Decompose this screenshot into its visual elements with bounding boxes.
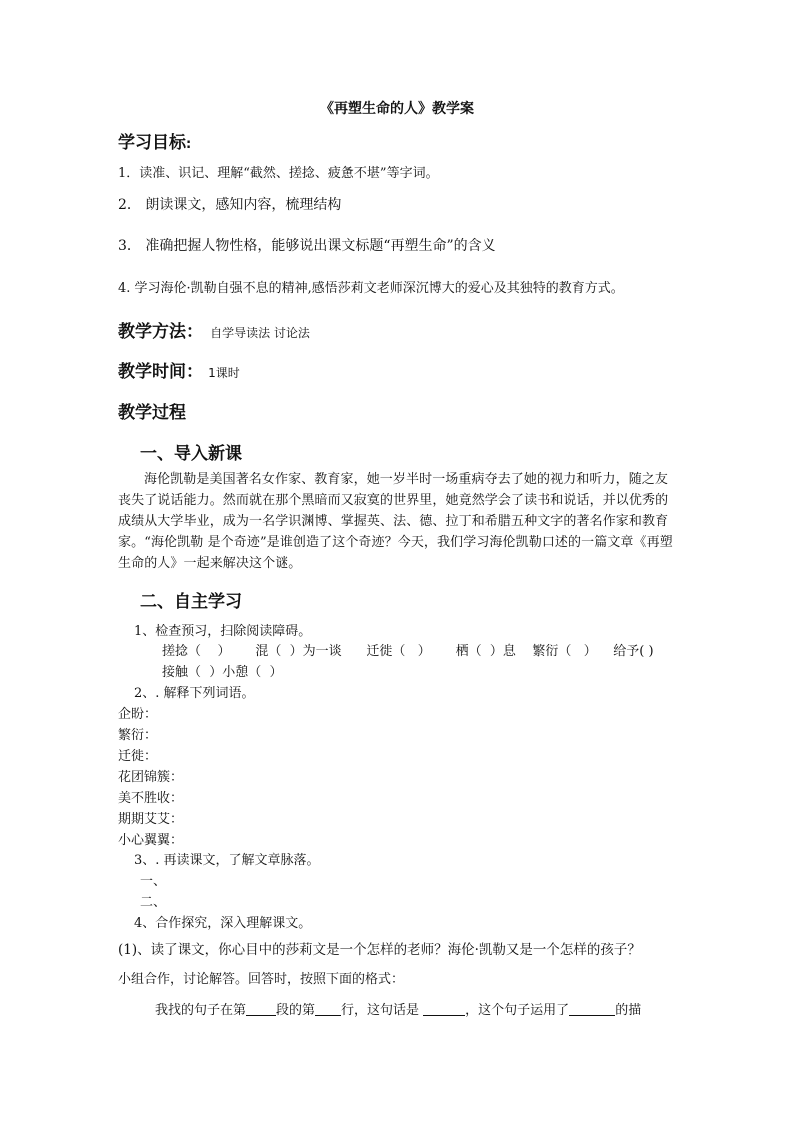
term-item: 小心翼翼： [118,833,184,848]
pinyin-line-1: 搓捻（ ） 混（ ）为一谈 迁徙（ ） 栖（ ）息 繁衍（ ） 给予( ) [162,644,654,659]
process-heading: 教学过程 [118,403,186,423]
pinyin-line-2: 接触（ ）小憩（ ） [162,665,283,680]
time-row [118,357,240,382]
time-value: 1课时 [208,366,240,380]
method-heading: 教学方法： [118,322,203,342]
method-value: 自学导读法 讨论法 [210,326,310,340]
template-part: 段的第 [276,1003,316,1018]
objective-item: 3． 准确把握人物性格，能够说出课文标题“再塑生命”的含义 [118,238,496,254]
intro-paragraph: 海伦凯勒是美国著名女作家、教育家，她一岁半时一场重病夺去了她的视力和听力，随之友丧失了说话能力。然而就在那个黑暗而又寂寞的世界里，她竟然学会了读书和说话，并以优秀的成绩从大学毕业，成为一名学识渊博、掌握英、法、德、拉丁和希腊五种文字的著名作家和教育家。“海伦凯勒 是个奇迹”是谁创造了这个奇迹？今天，我们学习海伦凯勒口述的一篇文章《再塑生命的人》一起来解决这个谜。 [118,472,673,571]
objectives-heading-text: 学习目标 [118,133,186,153]
task-4-label: 4、合作探究，深入理解课文。 [134,916,312,931]
blank-paragraph-number[interactable] [246,1002,276,1016]
template-part: 的描 [615,1003,642,1018]
document-title: 《再塑生命的人》教学案 [320,101,474,117]
objectives-heading-colon: : [186,137,192,152]
term-item: 繁衍： [118,728,158,743]
term-item: 迁徙： [118,749,158,764]
term-item: 期期艾艾： [118,812,184,827]
discussion-instruction: 小组合作，讨论解答。回答时，按照下面的格式： [118,972,405,987]
term-item: 企盼： [118,707,158,722]
task-1-label: 1、检查预习，扫除阅读障碍。 [134,624,312,639]
time-heading: 教学时间： [118,362,203,382]
blank-line-number[interactable] [315,1002,341,1016]
answer-template [155,999,641,1018]
objective-item: 1．读准、识记、理解“截然、搓捻、疲惫不堪”等字词。 [118,166,439,181]
task-2-label: 2、. 解释下列词语。 [134,686,255,701]
section2-heading: 二、自主学习 [140,592,242,612]
discussion-question: (1)、读了课文，你心目中的莎莉文是一个怎样的老师？海伦·凯勒又是一个怎样的孩子？ [118,942,641,958]
outline-line: 一、 [140,874,167,889]
outline-line: 二、 [140,895,167,910]
task-3-label: 3、. 再读课文，了解文章脉落。 [134,853,320,868]
template-part: 行，这句话是 [341,1003,424,1018]
term-item: 美不胜收： [118,791,184,806]
template-part: 我找的句子在第 [155,1003,247,1018]
objectives-heading [118,128,191,153]
template-part: ，这个句子运用了 [465,1003,570,1018]
blank-technique[interactable] [569,1002,615,1016]
blank-sentence[interactable] [423,1002,465,1016]
term-item: 花团锦簇： [118,770,184,785]
objective-item: 4. 学习海伦·凯勒自强不息的精神,感悟莎莉文老师深沉博大的爱心及其独特的教育方式。 [118,281,624,296]
section1-heading: 一、导入新课 [140,444,242,464]
objective-item: 2． 朗读课文，感知内容，梳理结构 [118,197,342,213]
method-row [118,317,310,342]
